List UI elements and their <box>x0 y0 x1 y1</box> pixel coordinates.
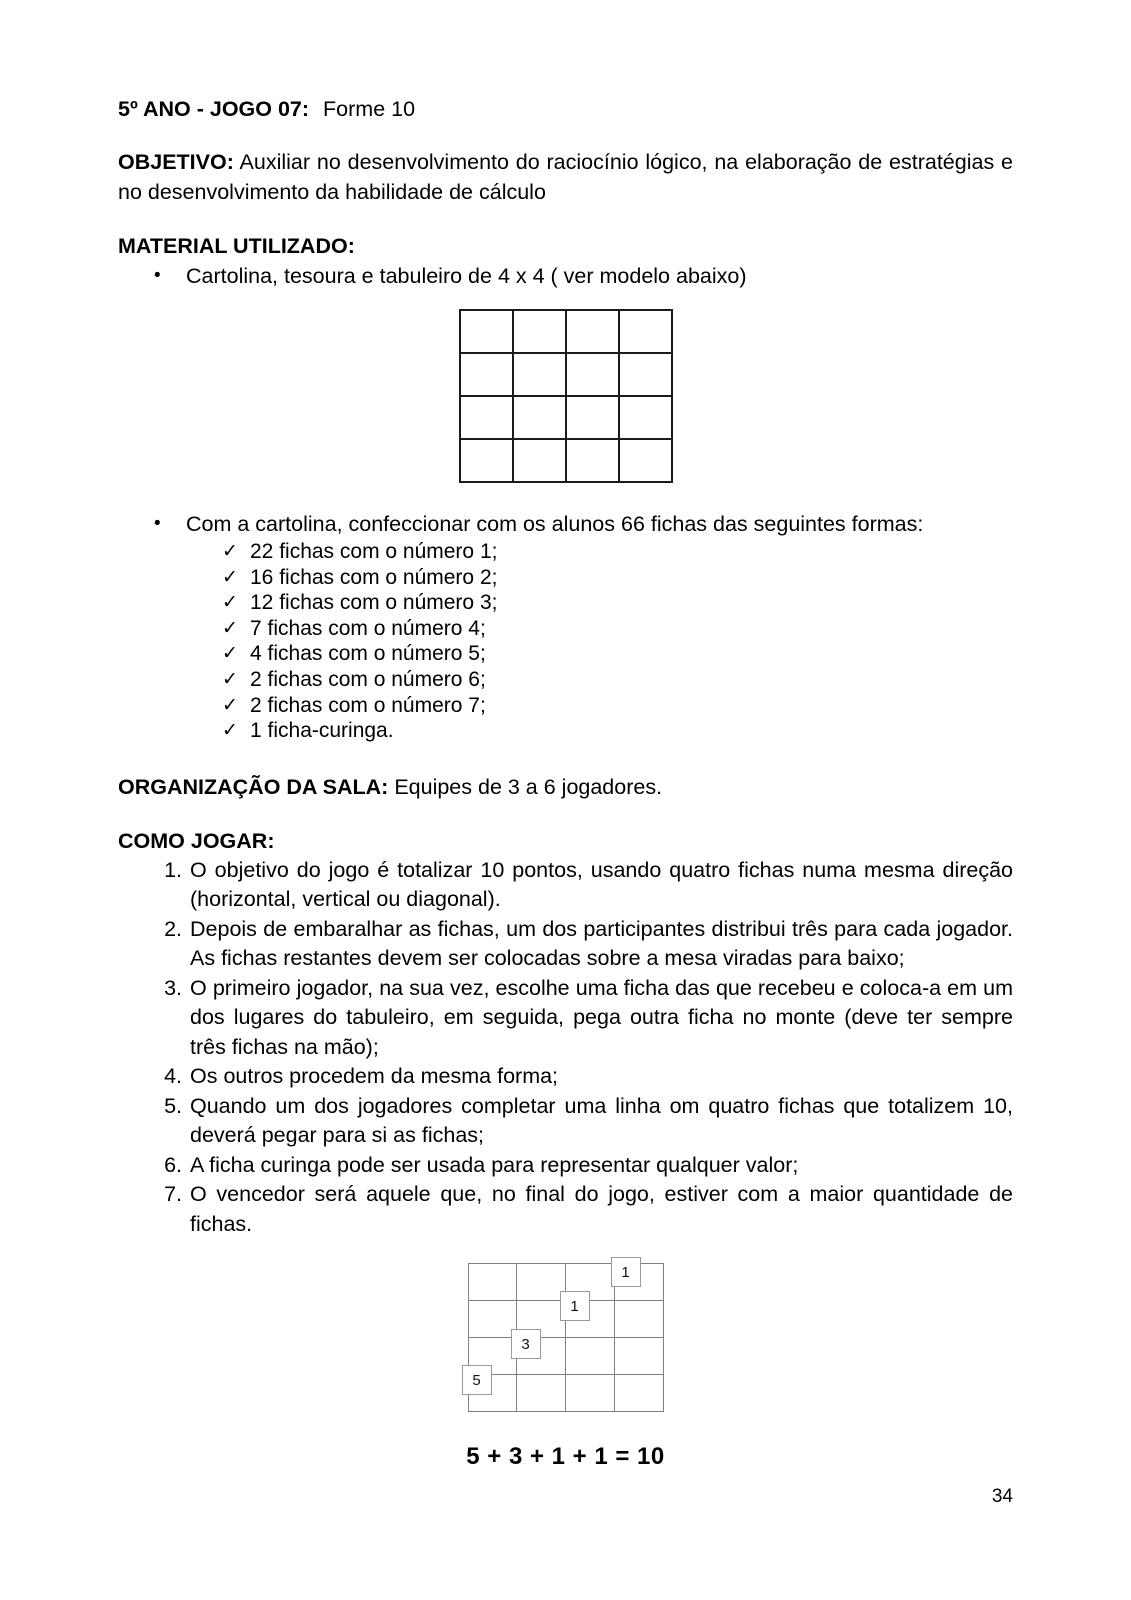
board-cell <box>517 1375 566 1412</box>
board-cell <box>566 310 619 353</box>
list-item <box>118 261 1013 291</box>
list-item <box>118 1062 1013 1092</box>
list-item <box>118 509 1013 539</box>
spacer <box>118 207 1013 231</box>
spacer <box>118 483 1013 509</box>
list-item <box>118 565 1013 591</box>
material-heading: MATERIAL UTILIZADO: <box>118 234 355 258</box>
organization-text: Equipes de 3 a 6 jogadores. <box>394 774 663 799</box>
board-cell <box>513 310 566 353</box>
spacer <box>118 1239 1013 1263</box>
list-item-number: 3. <box>164 975 182 1000</box>
board-cell <box>614 1375 663 1412</box>
list-item <box>118 693 1013 719</box>
list-item-number: 1. <box>164 857 182 882</box>
list-item-label: 7 fichas com o número 4; <box>250 616 486 640</box>
game-tile: 1 <box>611 1257 641 1287</box>
list-item-label: Cartolina, tesoura e tabuleiro de 4 x 4 ( ver modelo abaixo) <box>186 264 747 288</box>
page-title-value: Forme 10 <box>323 97 416 121</box>
check-icon: ✓ <box>222 643 238 665</box>
list-item-label: O vencedor será aquele que, no final do jogo, estiver com a maior quantidade de fichas. <box>190 1182 1013 1236</box>
board-cell <box>566 1338 615 1375</box>
example-board-holder <box>468 1263 664 1407</box>
spacer <box>118 744 1013 772</box>
list-item-label: Depois de embaralhar as fichas, um dos participantes distribui três para cada jogador. As fichas restantes devem ser colocadas sobre a mesa viradas para baixo; <box>190 916 1013 971</box>
list-item-label: Quando um dos jogadores completar uma linha om quatro fichas que totalizem 10, deverá pegar para si as fichas; <box>190 1093 1013 1148</box>
spacer <box>118 1407 1013 1443</box>
page-title-label: 5º ANO - JOGO 07: <box>118 97 310 121</box>
fichas-bullet-list <box>118 509 1013 539</box>
list-item-label: 12 fichas com o número 3; <box>250 591 498 615</box>
example-equation: 5 + 3 + 1 + 1 = 10 <box>466 1443 665 1471</box>
game-tile: 3 <box>511 1329 541 1359</box>
board-cell <box>460 396 513 439</box>
board-cell <box>468 1264 517 1301</box>
table-row <box>460 396 672 439</box>
list-item-label: 22 fichas com o número 1; <box>250 540 498 563</box>
bullet-icon: • <box>154 265 161 286</box>
board-cell <box>460 310 513 353</box>
list-item-label: A ficha curinga pode ser usada para representar qualquer valor; <box>190 1152 799 1177</box>
check-icon: ✓ <box>222 617 238 639</box>
blank-board <box>459 309 673 483</box>
list-item <box>118 1151 1013 1181</box>
check-icon: ✓ <box>222 668 238 690</box>
list-item <box>118 915 1013 974</box>
organization-label: ORGANIZAÇÃO DA SALA: <box>118 774 389 799</box>
objective-text: Auxiliar no desenvolvimento do raciocínio lógico, na elaboração de estratégias e no desenvolvimento da habilidade de cálculo <box>118 150 1013 204</box>
list-item <box>118 641 1013 667</box>
list-item-number: 7. <box>164 1182 182 1207</box>
list-item-number: 6. <box>164 1152 182 1177</box>
table-row <box>460 439 672 482</box>
list-item <box>118 718 1013 744</box>
how-to-play-heading: COMO JOGAR: <box>118 828 275 853</box>
list-item-label: 2 fichas com o número 6; <box>250 667 486 691</box>
board-cell <box>460 439 513 482</box>
board-cell <box>566 396 619 439</box>
board-cell <box>566 439 619 482</box>
list-item-label: O primeiro jogador, na sua vez, escolhe uma ficha das que recebeu e coloca-a em um dos lugares do tabuleiro, em seguida, pega outra ficha no monte (deve ter sempre três fichas na mão); <box>190 975 1013 1059</box>
board-cell <box>614 1338 663 1375</box>
list-item <box>118 856 1013 915</box>
list-item <box>118 1180 1013 1239</box>
list-item-label: Com a cartolina, confeccionar com os alunos 66 fichas das seguintes formas: <box>186 512 924 536</box>
board-cell <box>460 353 513 396</box>
board-cell <box>619 439 672 482</box>
board-cell <box>513 396 566 439</box>
board-cell <box>513 439 566 482</box>
table-row <box>460 353 672 396</box>
page-number: 34 <box>991 1486 1013 1507</box>
list-item-label: 2 fichas com o número 7; <box>250 693 486 717</box>
objective-paragraph <box>118 147 1013 207</box>
list-item-label: 16 fichas com o número 2; <box>250 565 498 589</box>
objective-label: OBJETIVO: <box>118 150 234 174</box>
list-item-number: 4. <box>164 1064 182 1089</box>
table-row <box>468 1338 663 1375</box>
list-item-label: Os outros procedem da mesma forma; <box>190 1064 559 1089</box>
board-cell <box>619 310 672 353</box>
check-icon: ✓ <box>222 566 238 588</box>
fichas-check-list <box>118 539 1013 744</box>
list-item-label: 1 ficha-curinga. <box>250 719 394 743</box>
table-row <box>460 310 672 353</box>
list-item <box>118 667 1013 693</box>
bullet-icon: • <box>154 513 161 534</box>
how-to-play-list <box>118 856 1013 1240</box>
list-item <box>118 1092 1013 1151</box>
board-cell <box>566 1375 615 1412</box>
list-item-number: 2. <box>164 916 182 941</box>
example-board-wrapper <box>118 1263 1013 1407</box>
list-item <box>118 616 1013 642</box>
check-icon: ✓ <box>222 694 238 716</box>
list-item <box>118 539 1013 565</box>
material-bullet-list <box>118 261 1013 291</box>
check-icon: ✓ <box>222 592 238 614</box>
board-cell <box>619 396 672 439</box>
spacer <box>118 291 1013 309</box>
board-cell <box>619 353 672 396</box>
list-item-label: 4 fichas com o número 5; <box>250 642 486 666</box>
board-cell <box>517 1264 566 1301</box>
organization-paragraph <box>118 772 1013 802</box>
blank-board-wrapper <box>118 309 1013 483</box>
list-item <box>118 590 1013 616</box>
list-item <box>118 974 1013 1063</box>
board-cell <box>468 1301 517 1338</box>
board-cell <box>566 353 619 396</box>
game-tile: 1 <box>560 1291 590 1321</box>
check-icon: ✓ <box>222 720 238 742</box>
list-item-label: O objetivo do jogo é totalizar 10 pontos, usando quatro fichas numa mesma direção (horizontal, vertical ou diagonal). <box>190 857 1013 912</box>
board-cell <box>614 1301 663 1338</box>
spacer <box>118 802 1013 826</box>
check-icon: ✓ <box>222 541 238 562</box>
game-tile: 5 <box>462 1365 492 1395</box>
table-row <box>468 1375 663 1412</box>
spacer <box>118 123 1013 147</box>
list-item-number: 5. <box>164 1093 182 1118</box>
board-cell <box>513 353 566 396</box>
page-title <box>118 95 1013 123</box>
